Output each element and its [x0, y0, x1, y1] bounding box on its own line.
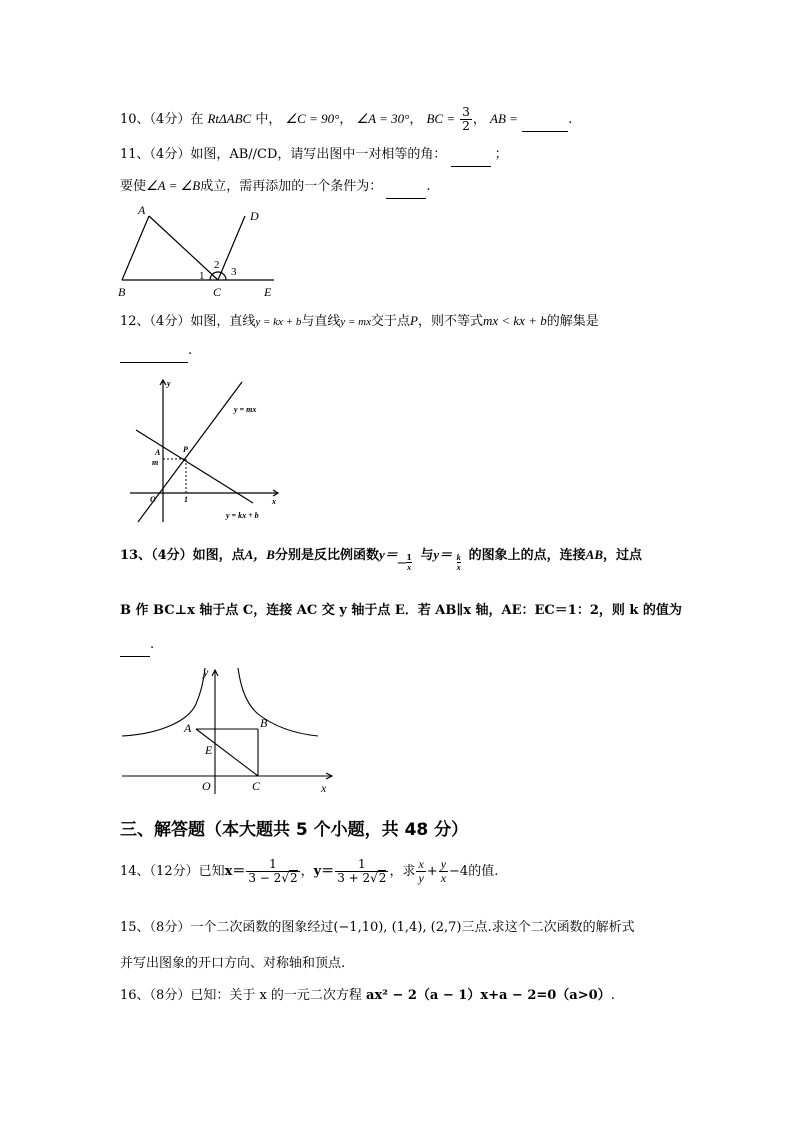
- label-y-mx: y = mx: [234, 405, 257, 414]
- label-d: D: [250, 209, 259, 223]
- q11-figure: [112, 200, 292, 300]
- question-13-line1: [120, 541, 642, 581]
- q14-expr-1: $\frac{x}{y}$: [418, 857, 424, 885]
- section-title: 三、解答题（本大题共 5 个小题，共 48 分）: [120, 820, 469, 840]
- label-angle-3: 3: [231, 266, 237, 278]
- question-13-line3: [120, 636, 154, 657]
- q13-points: A，B: [244, 547, 275, 562]
- q11-tail: .: [426, 179, 431, 194]
- q10-tail: .: [568, 112, 573, 127]
- label-o: O: [202, 779, 211, 793]
- q10-angle-a: ∠A = 30°: [356, 111, 410, 126]
- q10-label: 10、（4分）在: [120, 112, 204, 127]
- q11-text: 要使: [120, 179, 147, 194]
- q13-ab: AB: [585, 547, 603, 562]
- question-12-line1: [120, 312, 599, 331]
- q15-points: (−1,10), (1,4), (2,7): [333, 920, 462, 935]
- label-p: P: [183, 445, 188, 454]
- q13-text: 与: [420, 548, 434, 563]
- q13-figure: [118, 662, 340, 796]
- question-13-line2: [120, 602, 682, 620]
- q14-sep: ，: [300, 864, 314, 879]
- label-b: B: [118, 285, 126, 299]
- q10-bc: BC =: [426, 111, 456, 126]
- q13-text: 分别是反比例函数: [274, 548, 379, 563]
- label-angle-2: 2: [214, 259, 220, 271]
- label-angle-1: 1: [199, 270, 205, 282]
- q11-text: 11、（4分）如图，AB//CD，请写出图中一对相等的角：: [120, 147, 447, 162]
- q13-y1: y＝: [379, 547, 398, 562]
- q12-inequality: mx < kx + b: [482, 313, 547, 328]
- q13-fraction-1: $\frac{1}{x}$: [406, 552, 412, 572]
- q13-function-2: [456, 541, 469, 572]
- q13-text: 13、（4分）如图，点: [120, 548, 245, 563]
- q10-angle-c: ∠C = 90°: [285, 111, 340, 126]
- q14-expr-2: $\frac{y}{x}$: [440, 857, 447, 885]
- q10-sep: ，: [409, 112, 423, 127]
- q10-sep: ，: [339, 112, 353, 127]
- question-12-line2: [120, 342, 192, 363]
- question-10: [120, 106, 572, 133]
- q16-equation: ax² − 2（a − 1）x+a − 2=0（a>0）: [366, 988, 611, 1003]
- q14-text: ，求: [389, 864, 416, 879]
- question-16: [120, 987, 615, 1005]
- q13-function-1: [396, 541, 420, 572]
- q10-sep: ，: [472, 112, 486, 127]
- q12-point-p: P: [410, 313, 418, 328]
- curve-right: [238, 668, 318, 736]
- q12-text: 的解集是: [546, 314, 599, 329]
- q13-text: ，过点: [603, 548, 643, 563]
- q13-text: B 作 BC⊥x 轴于点 C，连接 AC 交 y 轴于点 E．若 AB∥x 轴，AE：EC＝1：2，则 k 的值为: [120, 603, 682, 618]
- q10-ab: AB =: [490, 111, 518, 126]
- q14-text: 的值.: [468, 864, 499, 879]
- label-e: E: [264, 285, 272, 299]
- q14-x: x＝: [224, 864, 246, 879]
- q14-x-fraction: $\frac{1}{3 - 2√2}$: [248, 857, 298, 885]
- question-14: [120, 858, 498, 898]
- q10-text: 中，: [255, 112, 282, 127]
- q14-y: y＝: [313, 864, 335, 879]
- q12-figure: [128, 372, 288, 530]
- q12-line-kxb: y = kx + b: [255, 316, 302, 328]
- question-11-line1: [120, 146, 508, 167]
- label-y: y: [203, 665, 209, 679]
- label-x: x: [321, 781, 327, 795]
- curve-left: [122, 668, 205, 736]
- q14-text: 14、（12分）已知: [120, 864, 225, 879]
- q16-tail: .: [610, 988, 615, 1003]
- label-e: E: [205, 743, 213, 757]
- question-11-line2: [120, 177, 431, 199]
- question-15-line1: [120, 919, 635, 937]
- label-a: A: [155, 448, 161, 457]
- q14-y-fraction: $\frac{1}{3 + 2√2}$: [337, 857, 387, 885]
- q11-angles: ∠A = ∠B: [146, 178, 201, 193]
- q15-text: 三点.求这个二次函数的解析式: [461, 920, 635, 935]
- q13-fraction-2: $\frac{k}{x}$: [456, 553, 461, 572]
- label-y: y: [167, 379, 171, 388]
- label-c: C: [213, 285, 222, 299]
- q13-neg: −: [396, 556, 408, 571]
- q11-answer-blank-1[interactable]: [451, 148, 491, 167]
- q12-text: 交于点: [370, 314, 410, 329]
- q10-bc-fraction: $\frac{3}{2}$: [462, 105, 470, 133]
- label-b: B: [260, 716, 268, 730]
- q10-answer-blank[interactable]: [522, 113, 568, 132]
- q11-text: 成立，需再添加的一个条件为：: [200, 179, 383, 194]
- q13-y2: y＝: [433, 547, 453, 562]
- q11-tail: ；: [494, 147, 508, 162]
- segment-ab: [122, 216, 149, 280]
- label-1: 1: [184, 495, 188, 504]
- q11-answer-blank-2[interactable]: [386, 180, 426, 199]
- q12-line-mx: y = mx: [340, 316, 371, 328]
- q12-answer-blank[interactable]: [120, 344, 188, 363]
- q12-text: ，则不等式: [417, 314, 483, 329]
- q12-text: 与直线: [301, 314, 341, 329]
- q13-tail: .: [150, 637, 155, 652]
- label-x: x: [272, 497, 276, 506]
- q12-text: 12、（4分）如图，直线: [120, 314, 256, 329]
- q13-answer-blank[interactable]: [120, 638, 150, 657]
- q13-text: 的图象上的点，连接: [468, 548, 586, 563]
- label-m: m: [152, 458, 159, 467]
- q12-tail: .: [188, 343, 193, 358]
- q16-text: 16、（8分）已知：关于 x 的一元二次方程: [120, 988, 367, 1003]
- q15-text: 并写出图象的开口方向、对称轴和顶点.: [120, 956, 346, 971]
- segment-ac: [149, 216, 218, 280]
- question-15-line2: [120, 955, 345, 973]
- q14-minus-4: −4: [449, 864, 469, 879]
- label-a: A: [184, 721, 192, 735]
- label-a: A: [138, 203, 146, 217]
- label-o: O: [150, 495, 156, 504]
- label-c: C: [252, 779, 261, 793]
- label-y-kxb: y = kx + b: [226, 511, 259, 520]
- q10-triangle: RtΔABC: [207, 111, 252, 126]
- q15-text: 15、（8分）一个二次函数的图象经过: [120, 920, 334, 935]
- q14-plus: +: [426, 864, 438, 879]
